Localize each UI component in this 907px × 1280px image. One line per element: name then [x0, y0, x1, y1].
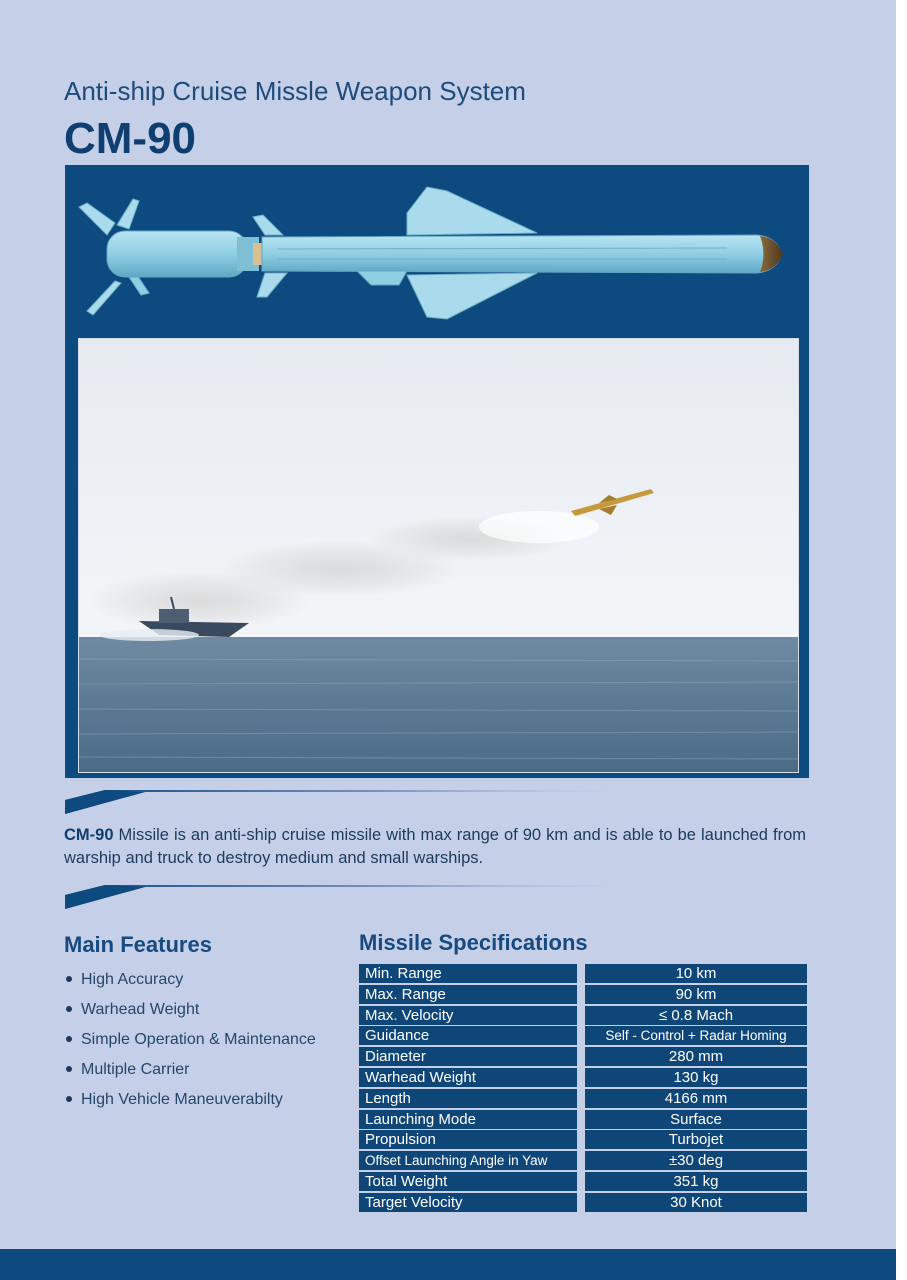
spec-row [359, 985, 809, 1004]
spec-label: Launching Mode [359, 1110, 577, 1129]
feature-label: High Vehicle Maneuverabilty [81, 1091, 283, 1108]
spec-value: 10 km [585, 964, 807, 983]
spec-value: 4166 mm [585, 1089, 807, 1108]
decorative-band-bottom [65, 885, 655, 909]
feature-item [64, 998, 316, 1028]
spec-row [359, 1068, 809, 1087]
missile-illustration [77, 185, 787, 325]
spec-label: Max. Range [359, 985, 577, 1004]
spec-row [359, 1047, 809, 1066]
spec-row [359, 1110, 809, 1129]
hero-panel [65, 165, 809, 778]
spec-value: 90 km [585, 985, 807, 1004]
spec-row [359, 1006, 809, 1025]
spec-value: ≤ 0.8 Mach [585, 1006, 807, 1025]
spec-value: Self - Control + Radar Homing [585, 1026, 807, 1045]
spec-label: Total Weight [359, 1172, 577, 1191]
spec-value: Turbojet [585, 1130, 807, 1149]
bullet-icon [66, 1006, 72, 1012]
feature-label: High Accuracy [81, 971, 184, 988]
description-paragraph [64, 824, 806, 870]
bullet-icon [66, 1096, 72, 1102]
features-heading: Main Features [64, 932, 212, 957]
specifications-table [359, 964, 809, 1214]
missile-launch-photo [78, 338, 799, 773]
features-list [64, 968, 316, 1118]
feature-item [64, 1028, 316, 1058]
specifications-heading: Missile Specifications [359, 930, 588, 955]
spec-label: Min. Range [359, 964, 577, 983]
spec-row [359, 1130, 809, 1149]
document-subtitle: Anti-ship Cruise Missle Weapon System [64, 76, 526, 106]
feature-label: Simple Operation & Maintenance [81, 1031, 316, 1048]
spec-label: Propulsion [359, 1130, 577, 1149]
spec-label: Guidance [359, 1026, 577, 1045]
spec-value: 280 mm [585, 1047, 807, 1066]
bullet-icon [66, 976, 72, 982]
feature-item [64, 1058, 316, 1088]
spec-value: 130 kg [585, 1068, 807, 1087]
description-text: Missile is an anti-ship cruise missile with max range of 90 km and is able to be launched from warship and truck to destroy medium and small warships. [64, 826, 806, 867]
feature-item [64, 1088, 316, 1118]
description-product-name: CM-90 [64, 826, 114, 844]
spec-value: 351 kg [585, 1172, 807, 1191]
decorative-band-top [65, 790, 655, 814]
spec-row [359, 1151, 809, 1170]
feature-item [64, 968, 316, 998]
footer-bar [0, 1249, 896, 1280]
feature-label: Warhead Weight [81, 1001, 200, 1018]
spec-label: Target Velocity [359, 1193, 577, 1212]
spec-row [359, 1193, 809, 1212]
bullet-icon [66, 1066, 72, 1072]
spec-label: Warhead Weight [359, 1068, 577, 1087]
feature-label: Multiple Carrier [81, 1061, 190, 1078]
spec-label: Diameter [359, 1047, 577, 1066]
spec-value: ±30 deg [585, 1151, 807, 1170]
right-edge-strip [896, 0, 907, 1280]
spec-label: Max. Velocity [359, 1006, 577, 1025]
spec-label: Length [359, 1089, 577, 1108]
spec-value: 30 Knot [585, 1193, 807, 1212]
bullet-icon [66, 1036, 72, 1042]
spec-row [359, 1026, 809, 1045]
spec-row [359, 964, 809, 983]
spec-value: Surface [585, 1110, 807, 1129]
spec-label: Offset Launching Angle in Yaw [359, 1151, 577, 1170]
spec-row [359, 1089, 809, 1108]
spec-row [359, 1172, 809, 1191]
document-title: CM-90 [64, 114, 197, 163]
